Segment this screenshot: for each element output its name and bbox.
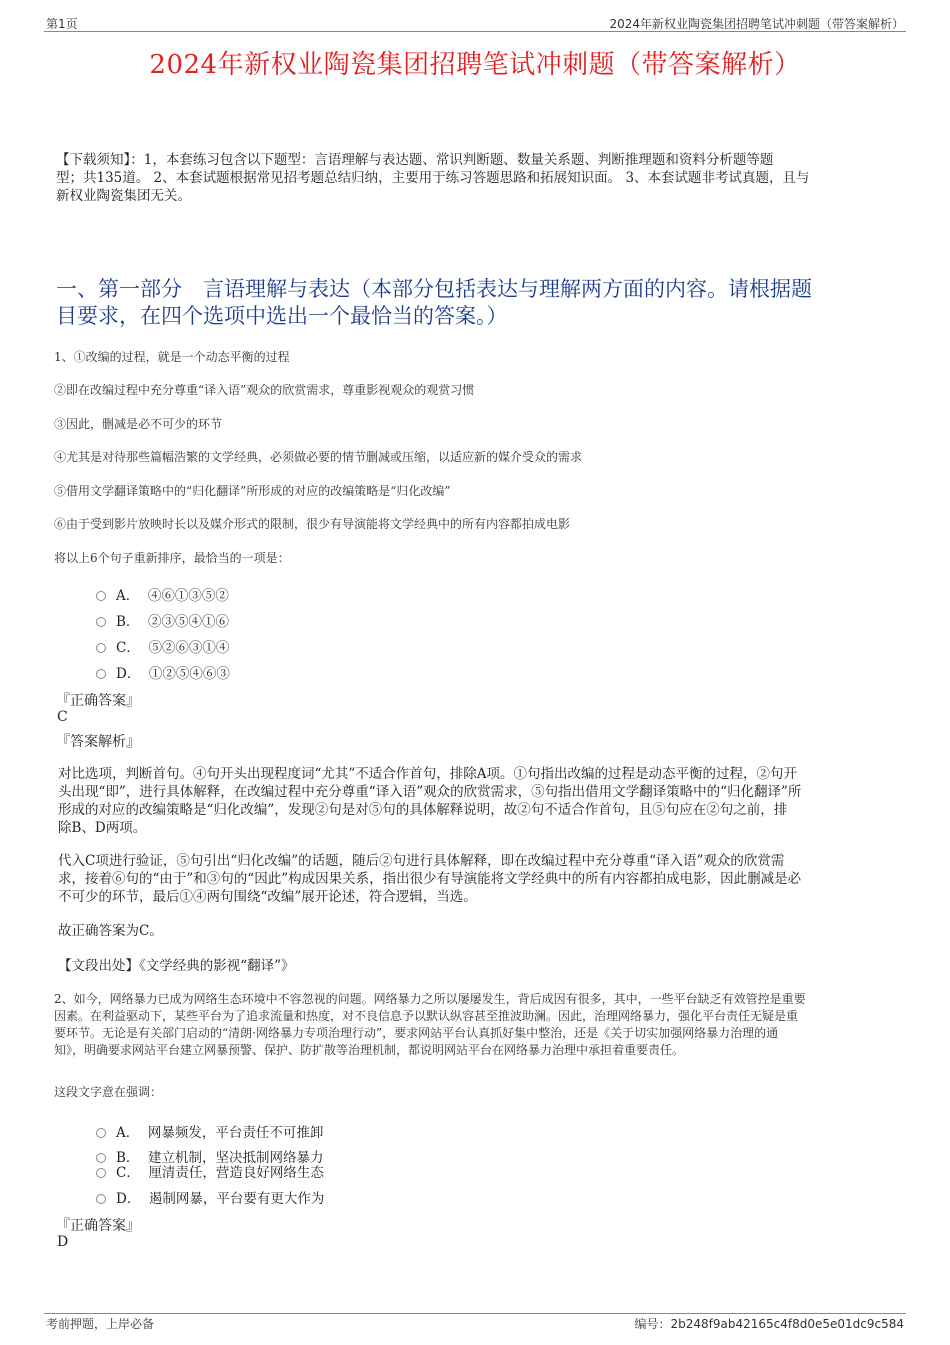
section-heading: [56, 276, 896, 330]
footer-slogan: 考前押题，上岸必备: [46, 1317, 155, 1331]
option-text: ④⑥①③⑤②: [147, 588, 229, 604]
option-letter: D．: [116, 1191, 141, 1207]
option-letter: C．: [116, 640, 140, 656]
q2-option-c[interactable]: [96, 1161, 324, 1181]
radio-icon[interactable]: [96, 1168, 106, 1178]
q2-stem-line: 知》，明确要求网站平台建立网暴预警、保护、防扩散等治理机制，都说明网站平台在网络暴力治理中承担着重要责任。: [54, 1043, 685, 1057]
q1-stem-line: ③因此，删减是必不可少的环节: [54, 417, 223, 431]
analysis-line: 除B、D两项。: [58, 820, 147, 836]
radio-icon[interactable]: [96, 617, 106, 627]
option-text: ⑤②⑥③①④: [148, 640, 230, 656]
notice-line: 新权业陶瓷集团无关。: [56, 188, 191, 204]
page-number: 第1页: [46, 17, 78, 31]
q1-answer-label: 『正确答案』: [56, 693, 140, 709]
header-doc-title: 2024年新权业陶瓷集团招聘笔试冲刺题（带答案解析）: [609, 17, 904, 31]
q1-analysis-label: 『答案解析』: [56, 734, 140, 750]
analysis-line: 代入C项进行验证，⑤句引出“归化改编”的话题，随后②句进行具体解释，即在改编过程中充分尊重“译入语”观众的欣赏需: [58, 853, 785, 869]
option-letter: B．: [116, 614, 140, 630]
q2-option-a[interactable]: [96, 1121, 323, 1141]
notice-line: 【下载须知】：1，本套练习包含以下题型：言语理解与表达题、常识判断题、数量关系题、判断推理题和资料分析题等题: [56, 152, 774, 168]
q1-prompt: 将以上6个句子重新排序，最恰当的一项是：: [54, 551, 290, 565]
q2-option-d[interactable]: [96, 1187, 324, 1207]
option-letter: B．: [116, 1150, 140, 1166]
download-notice: [56, 151, 916, 205]
option-text: 厘清责任，营造良好网络生态: [148, 1165, 324, 1181]
q1-option-a[interactable]: [96, 584, 229, 604]
radio-icon[interactable]: [96, 643, 106, 653]
option-text: ②③⑤④①⑥: [148, 614, 230, 630]
document-title: 2024年新权业陶瓷集团招聘笔试冲刺题（带答案解析）: [149, 50, 801, 80]
q1-stem-line: ④尤其是对待那些篇幅浩繁的文学经典，必须做必要的情节删减或压缩，以适应新的媒介受众的需求: [54, 450, 583, 464]
analysis-line: 不可少的环节，最后①④两句围绕“改编”展开论述，符合逻辑，当选。: [58, 889, 477, 905]
q1-answer-value: C: [57, 709, 68, 725]
q2-stem-line: 因素。在利益驱动下，某些平台为了追求流量和热度，对不良信息予以默认纵容甚至推波助澜。因此，治理网络暴力，强化平台责任无疑是重: [54, 1009, 799, 1023]
q2-answer-label: 『正确答案』: [56, 1218, 140, 1234]
radio-icon[interactable]: [96, 1128, 106, 1138]
q2-prompt: 这段文字意在强调：: [54, 1085, 163, 1099]
q1-source: 【文段出处】《文学经典的影视“翻译”》: [58, 958, 295, 974]
analysis-line: 形成的对应的改编策略是“归化改编”，发现②句是对⑤句的具体解释说明，故②句不适合作首句，且⑤句应在②句之前，排: [58, 802, 788, 818]
q1-option-b[interactable]: [96, 610, 229, 630]
q1-stem-line: ⑥由于受到影片放映时长以及媒介形式的限制，很少有导演能将文学经典中的所有内容都拍成电影: [54, 517, 571, 531]
analysis-line: 对比选项，判断首句。④句开头出现程度词“尤其”不适合作首句，排除A项。①句指出改编的过程是动态平衡的过程，②句开: [58, 766, 798, 782]
q2-stem-line: 2、如今，网络暴力已成为网络生态环境中不容忽视的问题。网络暴力之所以屡屡发生，背后成因有很多，其中，一些平台缺乏有效管控是重要: [54, 992, 806, 1006]
q1-analysis-para-1: [58, 765, 900, 837]
q1-stem-line: ⑤借用文学翻译策略中的“归化翻译”所形成的对应的改编策略是“归化改编”: [54, 484, 451, 498]
radio-icon[interactable]: [96, 591, 106, 601]
option-text: 建立机制，坚决抵制网络暴力: [148, 1150, 324, 1166]
q1-conclusion: 故正确答案为C。: [58, 923, 163, 939]
header-rule: [44, 31, 906, 32]
q2-stem-line: 要环节。无论是有关部门启动的“清朗·网络暴力专项治理行动”，要求网站平台认真抓好集中整治，还是《关于切实加强网络暴力治理的通: [54, 1026, 779, 1040]
q2-answer-value: D: [57, 1234, 69, 1250]
option-letter: A．: [116, 1125, 140, 1141]
section-heading-line: 目要求，在四个选项中选出一个最恰当的答案。）: [56, 304, 508, 328]
analysis-line: 求，接着⑥句的“由于”和③句的“因此”构成因果关系，指出很少有导演能将文学经典中的所有内容都拍成电影，因此删减是必: [58, 871, 802, 887]
footer-rule: [44, 1313, 906, 1314]
q2-stem: [54, 991, 904, 1059]
option-letter: D．: [116, 666, 141, 682]
q1-option-d[interactable]: [96, 662, 230, 682]
option-text: 网暴频发，平台责任不可推卸: [147, 1125, 324, 1141]
q1-stem-line: 1、①改编的过程，就是一个动态平衡的过程: [54, 350, 290, 364]
q1-option-c[interactable]: [96, 636, 229, 656]
notice-line: 型；共135道。 2、本套试题根据常见招考题总结归纳，主要用于练习答题思路和拓展知识面。 3、本套试题非考试真题，且与: [56, 170, 810, 186]
radio-icon[interactable]: [96, 669, 106, 679]
footer-doc-id: 编号：2b248f9ab42165c4f8d0e5e01dc9c584: [634, 1317, 904, 1331]
q1-analysis-para-2: [58, 852, 900, 906]
option-text: ①②⑤④⑥③: [148, 666, 230, 682]
section-heading-line: 一、第一部分 言语理解与表达（本部分包括表达与理解两方面的内容。请根据题: [56, 277, 812, 301]
analysis-line: 头出现“即”，进行具体解释，在改编过程中充分尊重“译入语”观众的欣赏需求，⑤句指出借用文学翻译策略中的“归化翻译”所: [58, 784, 802, 800]
option-letter: C．: [116, 1165, 140, 1181]
radio-icon[interactable]: [96, 1194, 106, 1204]
option-text: 遏制网暴，平台要有更大作为: [148, 1191, 325, 1207]
option-letter: A．: [116, 588, 140, 604]
q1-stem-line: ②即在改编过程中充分尊重“译入语”观众的欣赏需求，尊重影视观众的观赏习惯: [54, 383, 475, 397]
